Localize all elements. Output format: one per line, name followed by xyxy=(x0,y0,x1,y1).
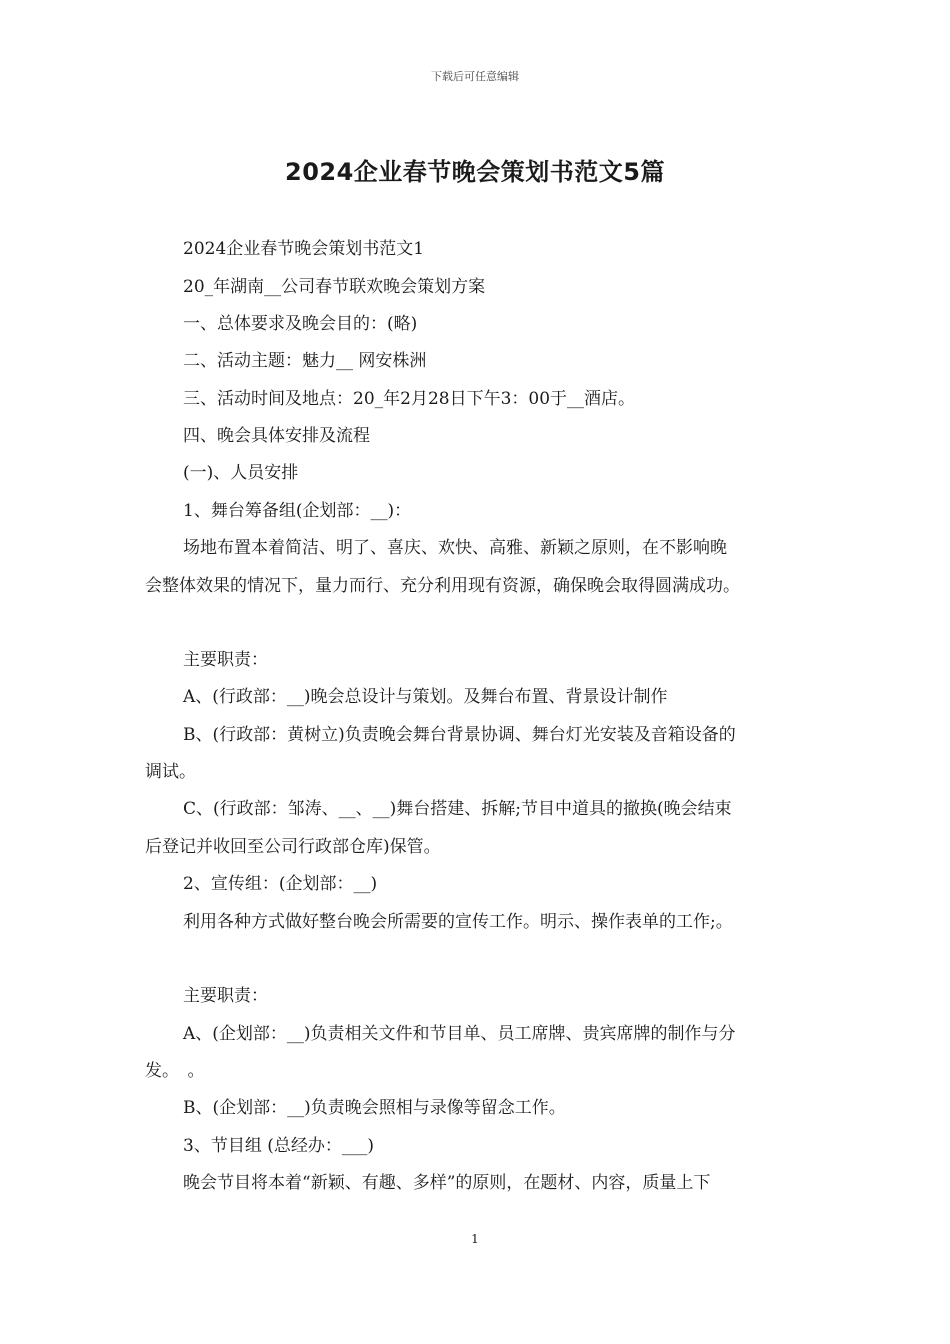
section-heading: 2024企业春节晚会策划书范文1 xyxy=(183,239,425,259)
plan-title: 20_年湖南__公司春节联欢晚会策划方案 xyxy=(183,277,486,297)
paragraph: A、(行政部：__)晚会总设计与策划。及舞台布置、背景设计制作 xyxy=(183,687,668,707)
paragraph: A、(企划部：__)负责相关文件和节目单、员工席牌、贵宾席牌的制作与分 xyxy=(183,1024,736,1044)
paragraph: 主要职责： xyxy=(183,650,268,670)
paragraph: C、(行政部：邹涛、__、__)舞台搭建、拆解;节目中道具的撤换(晚会结束 xyxy=(183,799,732,819)
paragraph: 场地布置本着简洁、明了、喜庆、欢快、高雅、新颖之原则，在不影响晚 xyxy=(183,538,727,558)
paragraph: 二、活动主题：魅力__ 网安株洲 xyxy=(183,351,427,371)
paragraph: 2、宣传组：(企划部：__) xyxy=(183,874,378,894)
paragraph: 四、晚会具体安排及流程 xyxy=(183,426,370,446)
paragraph: 1、舞台筹备组(企划部：__)： xyxy=(183,501,412,521)
paragraph: 3、节目组 (总经办：___) xyxy=(183,1136,374,1156)
page-number: 1 xyxy=(471,1232,479,1246)
header-note: 下载后可任意编辑 xyxy=(431,70,519,83)
paragraph: 晚会节目将本着“新颖、有趣、多样”的原则，在题材、内容，质量上下 xyxy=(183,1173,711,1193)
paragraph: 主要职责： xyxy=(183,986,268,1006)
paragraph: B、(行政部：黄树立)负责晚会舞台背景协调、舞台灯光安装及音箱设备的 xyxy=(183,725,736,745)
document-title: 2024企业春节晚会策划书范文5篇 xyxy=(285,158,665,186)
paragraph: B、(企划部：__)负责晚会照相与录像等留念工作。 xyxy=(183,1098,566,1118)
paragraph-continuation: 发。 。 xyxy=(145,1061,205,1081)
paragraph: 三、活动时间及地点：20_年2月28日下午3：00于__酒店。 xyxy=(183,389,636,409)
paragraph: (一)、人员安排 xyxy=(183,463,299,483)
paragraph: 一、总体要求及晚会目的：(略) xyxy=(183,314,418,334)
paragraph-continuation: 调试。 xyxy=(145,762,196,782)
paragraph-continuation: 会整体效果的情况下，量力而行、充分利用现有资源，确保晚会取得圆满成功。 xyxy=(145,576,740,596)
paragraph-continuation: 后登记并收回至公司行政部仓库)保管。 xyxy=(145,837,441,857)
paragraph: 利用各种方式做好整台晚会所需要的宣传工作。明示、操作表单的工作;。 xyxy=(183,912,733,932)
